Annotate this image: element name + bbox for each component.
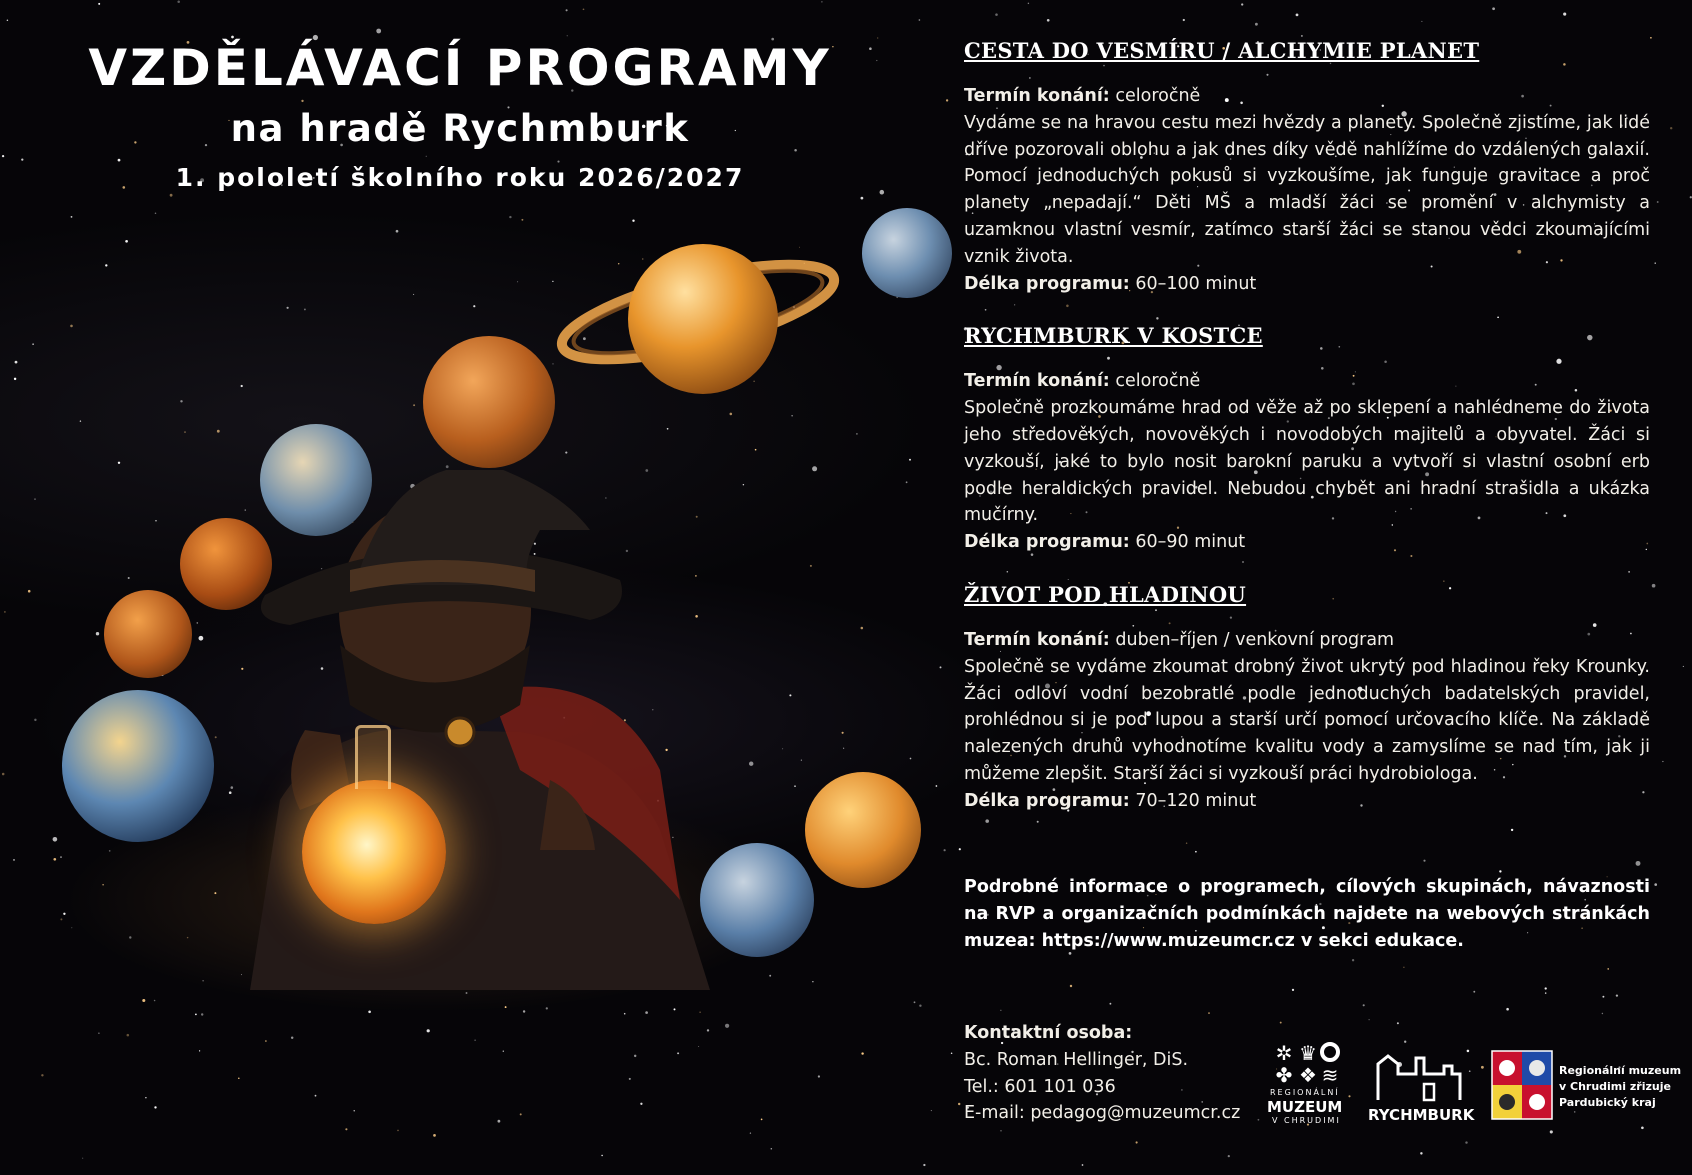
program-description: Společně se vydáme zkoumat drobný život ukrytý pod hladinou řeky Krounky. Žáci odloví vodní bezobratlé podle jednoduchých badatelských pravidel, prohlédnou si je pod lupou a starší určí pomocí určovacího klíče. Na základě nalezených druhů vyhodnotíme kvalitu vody a zamyslíme se nad tím, jak ji můžeme zlepšit. Starší žáci si vyzkouší práci hydrobiologa. xyxy=(964,656,1650,784)
castle-icon xyxy=(1364,1050,1479,1102)
star xyxy=(1481,1066,1484,1069)
glowing-flask xyxy=(302,780,446,924)
star xyxy=(624,1013,626,1015)
star xyxy=(1241,3,1243,5)
star xyxy=(1186,842,1187,843)
region-logo xyxy=(1491,1050,1681,1120)
star xyxy=(517,281,518,282)
star xyxy=(958,1103,960,1105)
star xyxy=(427,1029,430,1032)
star xyxy=(1136,1141,1138,1143)
star xyxy=(856,433,858,435)
program-section xyxy=(964,323,1650,556)
program-section xyxy=(964,38,1650,297)
star xyxy=(14,378,16,380)
star xyxy=(645,1011,648,1014)
contact-phone: Tel.: 601 101 036 xyxy=(964,1076,1116,1097)
star xyxy=(34,498,36,500)
date-label: Termín konání: xyxy=(964,86,1110,106)
star xyxy=(98,1032,100,1034)
star xyxy=(80,420,81,421)
museum-logo-top: REGIONÁLNÍ xyxy=(1270,1088,1340,1097)
star xyxy=(105,264,107,266)
programs-column xyxy=(964,38,1650,841)
star xyxy=(640,1103,642,1105)
more-info-text: Podrobné informace o programech, cílových skupinách, návaznosti na RVP a organizačních podmínkách najdete na webových stránkách muzea: https://www.muzeumcr.cz v sekci edukace. xyxy=(964,877,1650,951)
star xyxy=(674,1008,676,1010)
region-logo-line2: v Chrudimi zřizuje xyxy=(1559,1080,1671,1093)
star xyxy=(520,1113,522,1115)
star xyxy=(919,1004,921,1006)
star xyxy=(503,1051,504,1052)
star xyxy=(509,216,511,218)
star xyxy=(821,1,822,2)
star xyxy=(413,294,414,295)
star xyxy=(1654,883,1657,886)
program-text xyxy=(964,368,1650,556)
star xyxy=(473,305,475,307)
star xyxy=(1352,959,1354,961)
flask-neck xyxy=(355,725,391,789)
star xyxy=(98,3,100,5)
star xyxy=(1602,996,1604,998)
length-value: 70–120 minut xyxy=(1129,790,1257,811)
star xyxy=(632,220,634,222)
region-logo-line3: Pardubický kraj xyxy=(1559,1096,1656,1109)
star xyxy=(129,936,131,938)
museum-logo xyxy=(1262,1040,1354,1126)
star xyxy=(861,197,864,200)
star xyxy=(1070,985,1072,987)
museum-logo-bottom: V CHRUDIMI xyxy=(1272,1116,1341,1125)
planet-orange-3 xyxy=(104,590,192,678)
star xyxy=(145,1097,146,1098)
star xyxy=(677,1052,679,1054)
star xyxy=(1000,1130,1002,1132)
program-heading: CESTA DO VESMÍRU / ALCHYMIE PLANET xyxy=(964,38,1480,63)
star xyxy=(791,415,792,416)
star xyxy=(34,719,36,721)
star xyxy=(96,632,99,635)
star xyxy=(397,1130,399,1132)
star xyxy=(880,190,885,195)
star xyxy=(7,20,8,22)
star xyxy=(1499,870,1501,872)
star xyxy=(1028,3,1029,4)
star xyxy=(730,413,733,416)
star xyxy=(345,1128,347,1130)
star xyxy=(177,1,180,4)
program-section xyxy=(964,582,1650,815)
star xyxy=(4,611,6,613)
star xyxy=(184,431,186,433)
star xyxy=(769,975,771,977)
star xyxy=(1208,1012,1210,1014)
star xyxy=(861,1052,863,1054)
star xyxy=(698,1046,699,1047)
star xyxy=(667,428,669,430)
star xyxy=(265,1040,267,1042)
star xyxy=(1602,1013,1603,1014)
star xyxy=(15,361,18,364)
star xyxy=(812,466,817,471)
star xyxy=(725,1024,729,1028)
star xyxy=(70,325,73,328)
page-title: VZDĚLÁVACÍ PROGRAMY xyxy=(88,39,832,97)
star xyxy=(801,760,802,761)
star xyxy=(1652,584,1656,588)
star xyxy=(154,1000,156,1002)
date-value: celoročně xyxy=(1109,86,1201,106)
star xyxy=(155,213,157,215)
star xyxy=(21,158,23,160)
star xyxy=(910,758,912,760)
star xyxy=(2,155,4,157)
star xyxy=(1369,1019,1370,1020)
star xyxy=(1465,1141,1467,1143)
star xyxy=(466,992,468,994)
star xyxy=(861,627,864,630)
svg-text:♛: ♛ xyxy=(1299,1041,1317,1065)
star xyxy=(241,385,243,387)
star xyxy=(433,1134,436,1137)
star xyxy=(1301,35,1303,37)
star xyxy=(71,927,72,928)
star xyxy=(1228,1155,1230,1157)
star xyxy=(1545,992,1546,993)
castle-logo-text: RYCHMBURK xyxy=(1368,1106,1475,1124)
star xyxy=(931,1110,932,1111)
star xyxy=(286,307,288,309)
contact-name: Bc. Roman Hellinger, DiS. xyxy=(964,1049,1189,1070)
star xyxy=(919,19,921,21)
contact-block xyxy=(964,1020,1240,1127)
star xyxy=(1296,14,1299,17)
star xyxy=(180,400,182,402)
star xyxy=(634,1055,636,1057)
star xyxy=(125,240,128,243)
star xyxy=(1403,967,1404,968)
program-heading: ŽIVOT POD HLADINOU xyxy=(964,581,1247,607)
museum-logo-main: MUZEUM xyxy=(1267,1098,1343,1116)
star xyxy=(1423,860,1425,862)
date-value: duben–říjen / venkovní program xyxy=(1109,629,1395,650)
star xyxy=(53,837,58,842)
star xyxy=(1183,19,1185,21)
star xyxy=(142,999,145,1002)
star xyxy=(1000,1010,1001,1011)
star xyxy=(1657,201,1659,203)
program-text xyxy=(964,83,1650,297)
star xyxy=(13,859,15,861)
star xyxy=(63,913,65,915)
star xyxy=(354,1110,355,1111)
star xyxy=(940,666,942,668)
star xyxy=(843,748,844,749)
star xyxy=(523,1010,525,1012)
star xyxy=(583,8,585,10)
school-term: 1. pololetí školního roku 2026/2027 xyxy=(175,163,745,192)
length-value: 60–90 minut xyxy=(1129,532,1246,553)
length-label: Délka programu: xyxy=(964,790,1130,811)
star xyxy=(1670,127,1672,129)
star xyxy=(1404,1041,1406,1043)
star xyxy=(546,1007,548,1009)
star xyxy=(304,308,306,310)
star xyxy=(1641,1126,1644,1129)
planet-orange-1 xyxy=(423,336,555,468)
star xyxy=(315,1095,317,1097)
date-label: Termín konání: xyxy=(964,371,1110,392)
star xyxy=(1421,21,1422,22)
rychmburk-logo xyxy=(1364,1050,1479,1125)
star xyxy=(1473,991,1475,993)
star xyxy=(291,1036,293,1038)
star xyxy=(1280,1022,1282,1024)
star xyxy=(155,520,156,521)
star xyxy=(789,694,791,696)
star xyxy=(1397,1022,1399,1024)
coat-of-arms-icon xyxy=(1491,1050,1553,1120)
star xyxy=(1650,37,1652,39)
svg-text:✤: ✤ xyxy=(1275,1063,1293,1086)
star xyxy=(629,1078,631,1080)
star xyxy=(118,462,120,464)
svg-text:≋: ≋ xyxy=(1321,1063,1339,1086)
star xyxy=(127,1034,130,1037)
star xyxy=(53,858,56,861)
program-heading: RYCHMBURK V KOSTCE xyxy=(964,323,1263,349)
star xyxy=(1292,989,1294,991)
star xyxy=(82,1158,83,1159)
star xyxy=(1047,19,1050,22)
star xyxy=(1683,666,1684,667)
star xyxy=(201,1013,203,1015)
star xyxy=(699,1011,700,1012)
star xyxy=(1258,1119,1260,1121)
star xyxy=(41,1074,43,1076)
star xyxy=(750,1132,751,1133)
star xyxy=(238,1078,240,1080)
svg-text:❖: ❖ xyxy=(1299,1063,1317,1086)
star xyxy=(601,1155,602,1156)
title-block xyxy=(40,38,880,194)
star xyxy=(368,1010,371,1013)
star xyxy=(28,590,31,593)
star xyxy=(914,1001,916,1003)
star xyxy=(32,343,34,345)
star xyxy=(521,219,523,221)
star xyxy=(1255,23,1258,26)
program-description: Společně prozkoumáme hrad od věže až po sklepení a nahlédneme do života jeho středověkých, novověkých i novodobých majitelů a obyvatel. Žáci si vyzkouší, jaké to bylo nosit barokní paruku a vytvoří si vlastní osobní erb podle heraldických pravidel. Nebudou chybět ani hradní strašidla a ukázka mučírny. xyxy=(964,398,1650,526)
star xyxy=(946,99,948,101)
star xyxy=(413,404,415,406)
star xyxy=(959,848,961,850)
star xyxy=(1550,1130,1553,1133)
star xyxy=(923,1164,925,1166)
contact-email: E-mail: pedagog@muzeumcr.cz xyxy=(964,1103,1241,1124)
star xyxy=(761,1119,763,1121)
star xyxy=(794,785,796,787)
star xyxy=(498,1120,501,1123)
length-label: Délka programu: xyxy=(964,532,1130,553)
star xyxy=(566,9,568,11)
star xyxy=(951,1052,953,1054)
star xyxy=(1655,262,1656,263)
star xyxy=(753,381,754,382)
planet-saturn xyxy=(628,244,778,394)
star xyxy=(1363,1004,1365,1006)
star xyxy=(812,981,813,982)
planet-orange-4 xyxy=(805,772,921,888)
date-value: celoročně xyxy=(1109,371,1201,392)
program-text xyxy=(964,627,1650,815)
star xyxy=(187,937,188,938)
planet-blue-small xyxy=(862,208,952,298)
length-value: 60–100 minut xyxy=(1129,273,1257,294)
star xyxy=(944,849,946,851)
star xyxy=(995,13,998,16)
star xyxy=(810,565,812,567)
star xyxy=(565,452,567,454)
star xyxy=(195,1014,197,1016)
star xyxy=(818,1075,820,1077)
star xyxy=(906,481,908,483)
star xyxy=(771,1148,773,1150)
star xyxy=(217,430,220,433)
svg-text:✲: ✲ xyxy=(1275,1041,1293,1065)
star xyxy=(60,856,61,857)
star xyxy=(707,1029,709,1031)
star xyxy=(1082,1164,1084,1166)
star xyxy=(1636,861,1641,866)
star xyxy=(446,465,449,468)
star xyxy=(505,1006,507,1008)
star xyxy=(109,850,111,852)
star xyxy=(128,577,130,579)
star xyxy=(782,748,783,749)
museum-emblem-icon xyxy=(1262,1040,1354,1086)
star xyxy=(936,785,938,787)
length-label: Délka programu: xyxy=(964,273,1130,294)
star xyxy=(154,1106,156,1108)
region-logo-line1: Regionální muzeum xyxy=(1559,1064,1682,1077)
star xyxy=(842,732,844,734)
star xyxy=(1563,13,1566,16)
star xyxy=(102,884,103,885)
star xyxy=(1616,994,1618,996)
star xyxy=(474,1040,475,1041)
star xyxy=(1492,7,1495,10)
star xyxy=(199,1050,200,1051)
page-subtitle: na hradě Rychmburk xyxy=(230,107,690,150)
star xyxy=(60,918,62,920)
star xyxy=(909,459,911,461)
star xyxy=(1506,1008,1509,1011)
star xyxy=(1662,761,1663,762)
alchemist-illustration xyxy=(190,470,750,990)
star xyxy=(1545,987,1547,989)
star xyxy=(755,449,757,451)
contact-label: Kontaktní osoba: xyxy=(964,1023,1133,1043)
star xyxy=(567,35,568,36)
star xyxy=(1420,1152,1422,1154)
star xyxy=(396,230,399,233)
star xyxy=(1109,1003,1111,1005)
star xyxy=(2,773,5,776)
star xyxy=(1195,851,1197,853)
date-label: Termín konání: xyxy=(964,629,1110,650)
star xyxy=(170,194,173,197)
star xyxy=(1607,968,1609,970)
program-description: Vydáme se na hravou cestu mezi hvězdy a planety. Společně zjistíme, jak lidé dříve pozorovali oblohu a jak dnes díky vědě nahlížíme do vzdálených galaxií. Pomocí jednoduchých pokusů si vyzkoušíme, jak funguje gravitace a proč planety „nepadají.“ Děti MŠ a mladší žáci se promění v alchymisty a uzamknou vlastní vesmír, zatímco starší žáci se stanou vědci zkoumajícími vznik života. xyxy=(964,112,1650,267)
star xyxy=(376,29,381,34)
star xyxy=(71,216,73,218)
